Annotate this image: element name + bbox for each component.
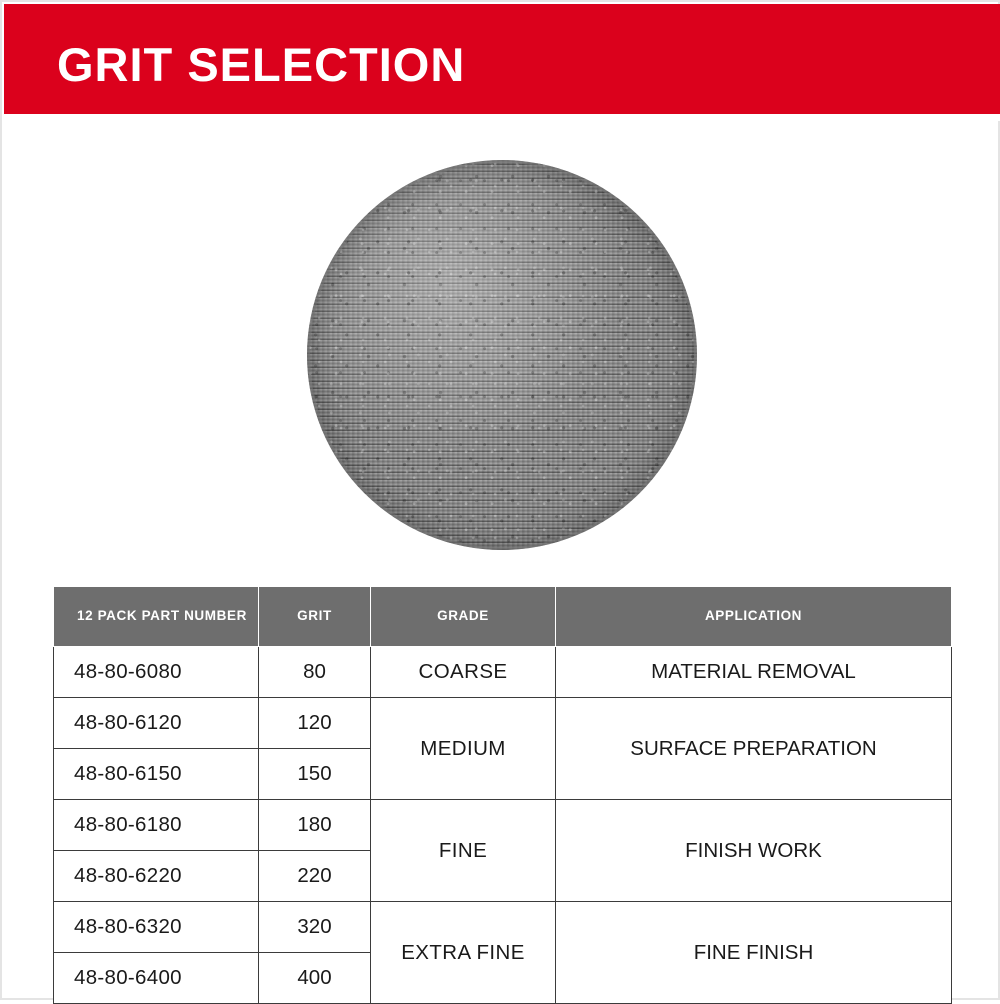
table-row xyxy=(54,800,952,851)
grit-selection-table xyxy=(53,586,952,1004)
sanding-disc-edge xyxy=(307,160,697,550)
cell-part-number: 48-80-6150 xyxy=(54,749,259,800)
cell-application: SURFACE PREPARATION xyxy=(556,698,952,800)
column-header-application: APPLICATION xyxy=(556,587,952,647)
cell-grade: COARSE xyxy=(371,647,556,698)
table-row xyxy=(54,698,952,749)
cell-part-number: 48-80-6400 xyxy=(54,953,259,1004)
page-title: GRIT SELECTION xyxy=(57,38,466,91)
cell-grit: 180 xyxy=(259,800,371,851)
sanding-disc-image xyxy=(307,160,697,550)
table-body xyxy=(54,647,952,1004)
column-header-grit: GRIT xyxy=(259,587,371,647)
cell-grit: 220 xyxy=(259,851,371,902)
cell-grade: MEDIUM xyxy=(371,698,556,800)
cell-grit: 150 xyxy=(259,749,371,800)
cell-grade: FINE xyxy=(371,800,556,902)
cell-part-number: 48-80-6220 xyxy=(54,851,259,902)
column-header-grade: GRADE xyxy=(371,587,556,647)
cell-part-number: 48-80-6180 xyxy=(54,800,259,851)
cell-part-number: 48-80-6080 xyxy=(54,647,259,698)
table-header-row xyxy=(54,587,952,647)
column-header-part-number: 12 PACK PART NUMBER xyxy=(54,587,259,647)
table-header xyxy=(54,587,952,647)
cell-grit: 120 xyxy=(259,698,371,749)
table-row xyxy=(54,902,952,953)
cell-application: MATERIAL REMOVAL xyxy=(556,647,952,698)
cell-part-number: 48-80-6320 xyxy=(54,902,259,953)
cell-grit: 320 xyxy=(259,902,371,953)
cell-grit: 80 xyxy=(259,647,371,698)
table-row xyxy=(54,647,952,698)
cell-grit: 400 xyxy=(259,953,371,1004)
cell-application: FINISH WORK xyxy=(556,800,952,902)
cell-application: FINE FINISH xyxy=(556,902,952,1004)
header-divider xyxy=(4,114,1000,121)
cell-part-number: 48-80-6120 xyxy=(54,698,259,749)
cell-grade: EXTRA FINE xyxy=(371,902,556,1004)
